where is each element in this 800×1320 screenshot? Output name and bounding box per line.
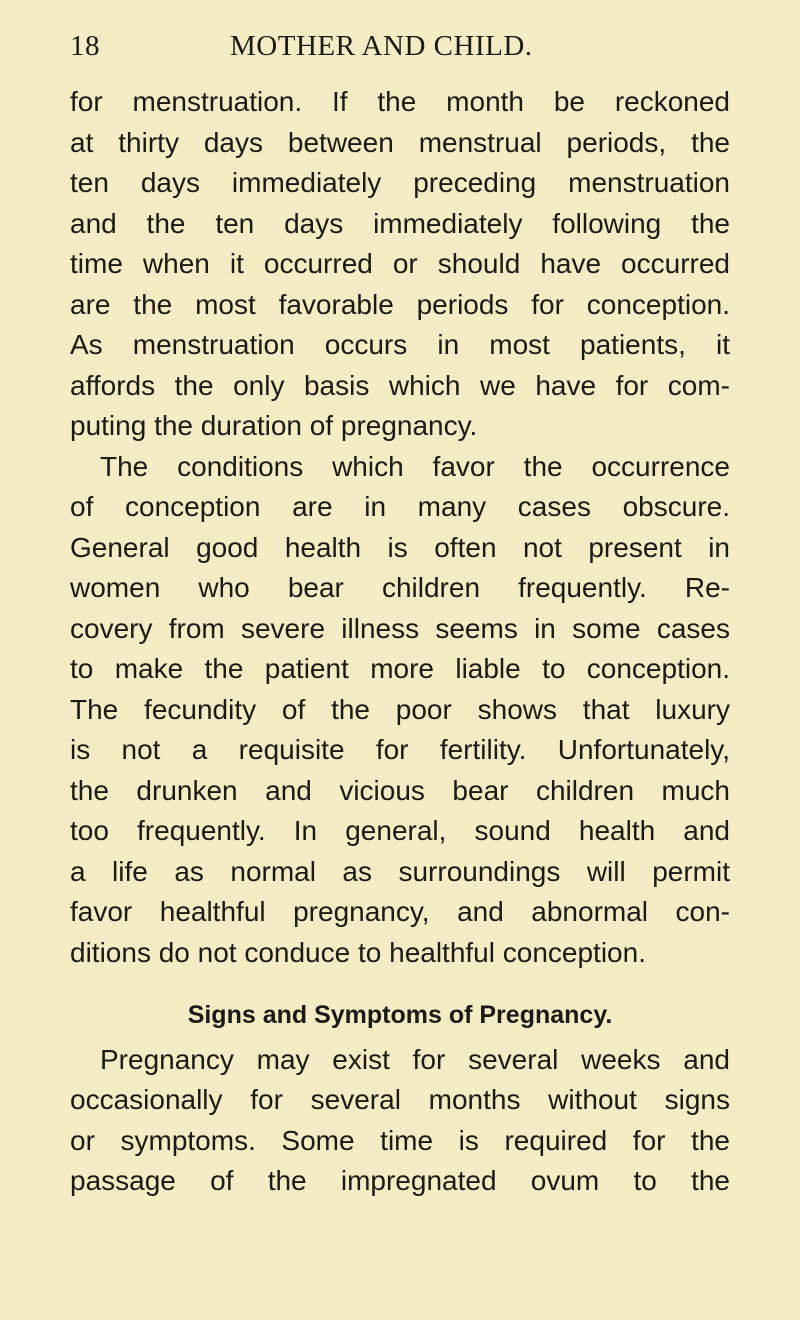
text-line: a life as normal as surroundings will permit — [70, 855, 730, 887]
text-line: The fecundity of the poor shows that luxury — [70, 693, 730, 725]
text-line: ditions do not conduce to healthful conception. — [70, 936, 646, 968]
text-line: the drunken and vicious bear children much — [70, 774, 730, 806]
text-line: The conditions which favor the occurrence — [100, 450, 730, 482]
body-text — [70, 82, 730, 1202]
text-line: covery from severe illness seems in some cases — [70, 612, 730, 644]
text-line: Pregnancy may exist for several weeks and — [100, 1043, 730, 1075]
text-line: favor healthful pregnancy, and abnormal con- — [70, 896, 730, 927]
text-line: General good health is often not present in — [70, 531, 730, 563]
text-line: at thirty days between menstrual periods, the — [70, 126, 730, 158]
text-line: occasionally for several months without signs — [70, 1084, 730, 1115]
text-line: for menstruation. If the month be reckoned — [70, 86, 730, 117]
text-line: puting the duration of pregnancy. — [70, 410, 478, 441]
text-line: is not a requisite for fertility. Unfortunately, — [70, 734, 730, 765]
text-line: time when it occurred or should have occurred — [70, 248, 730, 279]
section-heading: Signs and Symptoms of Pregnancy. — [187, 1001, 613, 1029]
text-line: to make the patient more liable to conception. — [70, 653, 730, 684]
text-line: and the ten days immediately following the — [70, 207, 730, 239]
paragraph — [70, 82, 730, 447]
paragraph — [70, 1040, 730, 1202]
running-head — [70, 30, 730, 70]
text-line: are the most favorable periods for conception. — [70, 288, 730, 320]
text-line: of conception are in many cases obscure. — [70, 491, 730, 522]
text-line: women who bear children frequently. Re- — [70, 572, 730, 603]
text-line: or symptoms. Some time is required for the — [70, 1124, 730, 1156]
text-line: ten days immediately preceding menstruation — [70, 167, 730, 198]
running-title: MOTHER AND CHILD. — [230, 30, 533, 62]
text-line: affords the only basis which we have for com- — [70, 369, 730, 401]
page-number: 18 — [70, 30, 100, 62]
text-line: too frequently. In general, sound health and — [70, 815, 730, 846]
text-line: As menstruation occurs in most patients, it — [70, 329, 730, 360]
text-line: passage of the impregnated ovum to the — [70, 1165, 730, 1196]
paragraph — [70, 447, 730, 974]
